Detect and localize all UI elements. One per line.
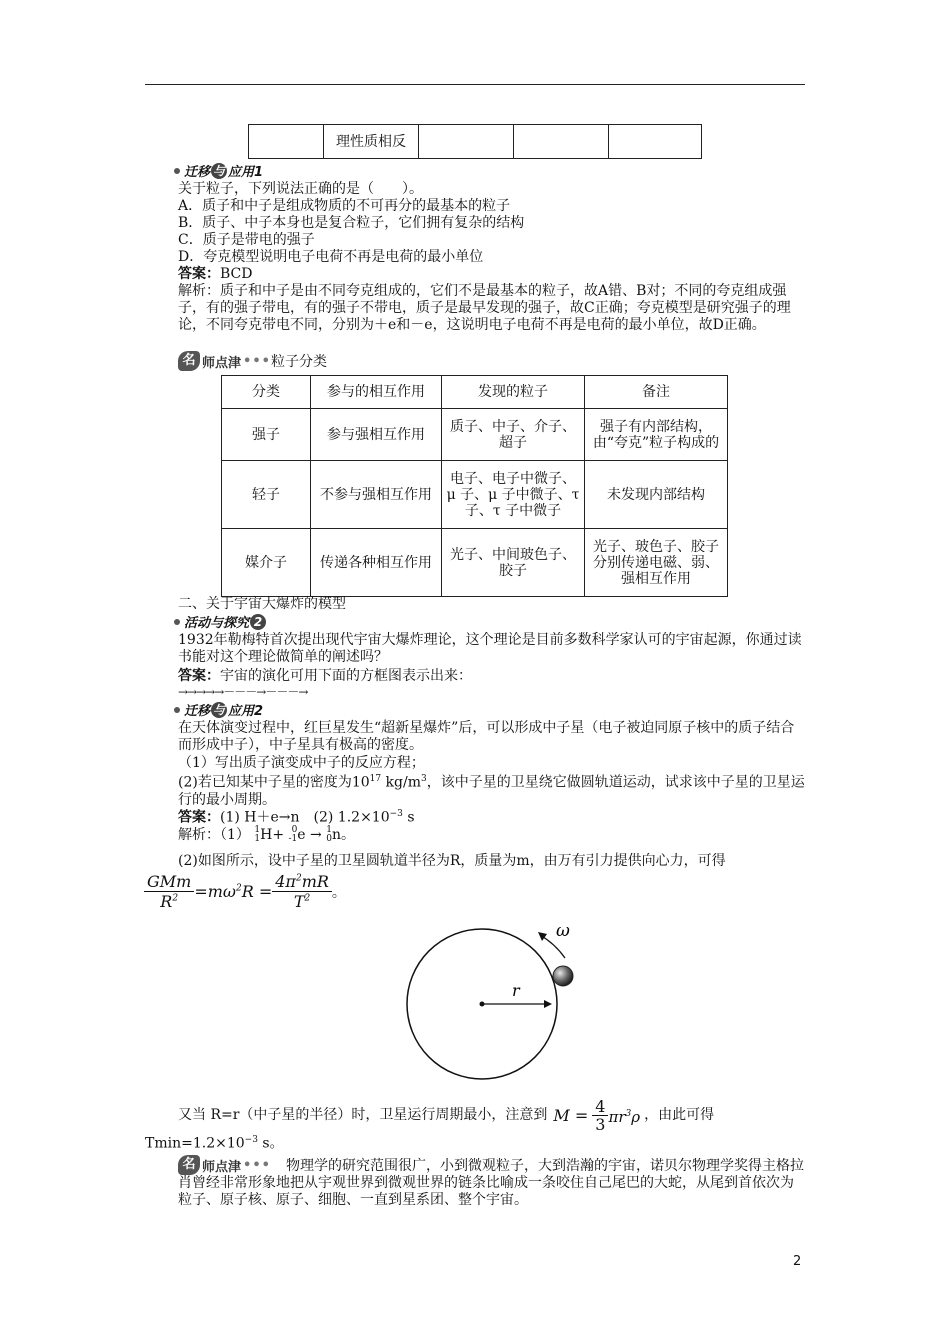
omega-label: ω [556,921,570,941]
table-cell: 媒介子 [222,529,311,597]
analysis-equation [178,826,355,844]
table-cell: 电子、电子中微子、μ 子、μ 子中微子、τ 子、τ 子中微子 [442,461,585,529]
analysis-text: 解析：质子和中子是由不同夸克组成的，它们不是最基本的粒子，故A错、B对；不同的夸克组成强子，有的强子带电，有的强子不带电，质子是最早发现的强子，故C正确；夸克模型是研究强子的理论，不同夸克带电不同，分别为＋e和－e，这说明电子电荷不再是电荷的最小单位，故D正确。 [178,283,791,333]
volume-expression: $\pi r^3\rho$ [608,1107,641,1126]
badge-text: 迁移 [184,704,211,719]
bullet-icon [174,168,180,174]
q2-rest: ，该中子星的卫星绕它做圆轨道运动，试求该中子星的卫星运行的最小周期。 [178,774,805,808]
nuclide-e: e [297,827,306,843]
answer-line-2 [178,806,415,827]
answer-label: 答案： [178,809,220,826]
table-cell: 传递各种相互作用 [311,529,442,597]
nuclide-h: H+ [260,827,285,843]
rotation-arrowhead [538,932,547,941]
table-cell [249,125,324,159]
tip-icon: 名 [178,1155,200,1175]
badge-circle: 2 [250,614,266,630]
satellite-ball [553,966,573,986]
tip-label: 师点津 [202,355,242,371]
table-cell [419,125,514,159]
option-d: D．夸克模型说明电子电荷不再是电荷的最小单位 [178,249,484,265]
text: 又当 R=r（中子星的半径）时，卫星运行周期最小，注意到 [178,1107,548,1123]
section-heading-2: 二、关于宇宙大爆炸的模型 [178,596,346,612]
answer-label: 答案： [178,266,220,282]
tip-text: 物理学的研究范围很广，小到微观粒子，大到浩瀚的宇宙，诺贝尔物理学奖得主格拉肖曾经非常形象地把从宇观世界到微观世界的链条比喻成一条咬住自己尾巴的大蛇，从尾到首依次为粒子、原子核、原子、细胞、一直到星系团、整个宇宙。 [178,1158,804,1208]
radius-arrowhead [544,1000,552,1008]
q2-unit: kg/m [381,774,421,791]
badge-suffix: 应用1 [228,165,264,180]
answer-line [178,266,252,283]
nuclide-n: n [331,827,341,843]
answer-value: (1) H＋e→n (2) 1.2×10 [220,809,390,826]
activity-badge [174,612,267,631]
badge-circle: 与 [213,702,226,717]
table-row [222,461,728,529]
section-badge-1 [174,161,263,180]
question-2 [178,771,806,809]
nuclide-indices: 1 1 [254,825,261,844]
table-row [222,529,728,597]
table-row [222,409,728,461]
table-cell: 不参与强相互作用 [311,461,442,529]
table-cell: 强子 [222,409,311,461]
tmin-unit: s。 [257,1135,284,1152]
activity-answer [178,668,472,685]
nuclide-indices: 1 0 [326,825,332,844]
page-number: 2 [793,1254,802,1269]
option-c: C．质子是带电的强子 [178,232,315,248]
answer-exp: −3 [389,809,403,819]
badge-text: 活动与探究 [184,616,250,631]
tip-label: 师点津 [202,1159,242,1175]
q2-exp: 17 [369,774,382,784]
period: 。 [341,827,355,843]
bullet-icon [174,619,180,625]
table-cell: 强子有内部结构，由“夸克”粒子构成的 [585,409,728,461]
header-rule [145,84,805,85]
fraction: $\frac{\text{GMm}}{R^2}$ [144,872,194,911]
bullet-icon [174,707,180,713]
gravity-formula: $\frac{\text{GMm}}{R^2}$ $=m\omega^2R$ = $\frac{4\pi^2mR}{T^2}$ 。 [144,872,346,911]
orbit-diagram [400,910,600,1100]
table-cell [514,125,609,159]
problem-text: 在天体演变过程中，红巨星发生“超新星爆炸”后，可以形成中子星（电子被迫同原子核中的质子结合而形成中子），中子星具有极高的密度。 [178,720,795,753]
top-table-fragment [248,124,702,159]
analysis-label: 解析：（1） [178,827,250,843]
min-period-line [178,1098,714,1133]
badge-text: 迁移 [184,165,211,180]
nuclide-indices: 0 -1 [288,825,298,844]
reaction-arrow: → [310,827,322,843]
section-badge-2 [174,700,263,719]
q2-part: (2)若已知某中子星的密度为10 [178,774,370,791]
table-cell: 理性质相反 [324,125,419,159]
table-cell: 光子、中间玻色子、胶子 [442,529,585,597]
option-a: A．质子和中子是组成物质的不可再分的最基本的粒子 [178,198,511,214]
fraction: $\frac{4}{3}$ [592,1098,608,1133]
particle-table [221,375,728,597]
answer-value: BCD [220,266,253,282]
tip-icon: 名 [178,351,200,371]
tip-dots: ••• [243,353,271,369]
answer-label: 答案： [178,668,220,684]
tmin-result [145,1132,284,1153]
table-header: 分类 [222,376,311,409]
table-cell: 轻子 [222,461,311,529]
period: 。 [331,884,346,901]
mass-symbol: M = [553,1106,589,1125]
tip-title: 粒子分类 [270,354,327,370]
table-cell: 光子、玻色子、胶子分别传递电磁、弱、强相互作用 [585,529,728,597]
answer-unit: s [402,809,415,826]
table-header: 参与的相互作用 [311,376,442,409]
arrow-chain: →→→→→－－－→－－－→ [178,685,308,699]
table-cell: 质子、中子、介子、超子 [442,409,585,461]
option-b: B．质子、中子本身也是复合粒子，它们拥有复杂的结构 [178,215,525,231]
activity-text: 1932年勒梅特首次提出现代宇宙大爆炸理论，这个理论是目前多数科学家认可的宇宙起源，你通过读书能对这个理论做简单的阐述吗？ [178,632,802,665]
fraction: $\frac{4\pi^2mR}{T^2}$ [272,872,332,911]
radius-label: r [512,981,520,1000]
table-header-row [222,376,728,409]
question-1: （1）写出质子演变成中子的反应方程； [178,755,425,771]
analysis-2: (2)如图所示，设中子星的卫星圆轨道半径为R，质量为m，由万有引力提供向心力，可得 [178,853,726,869]
table-header: 备注 [585,376,728,409]
text: ，由此可得 [644,1107,715,1123]
tip-dots: ••• [243,1157,271,1173]
tmin-value: Tmin=1.2×10 [145,1135,245,1152]
question-text: 关于粒子，下列说法正确的是（ ）。 [178,181,423,197]
tip-badge-1 [178,351,327,371]
table-cell: 参与强相互作用 [311,409,442,461]
table-header: 发现的粒子 [442,376,585,409]
table-cell: 未发现内部结构 [585,461,728,529]
badge-suffix: 应用2 [228,704,264,719]
table-cell [609,125,702,159]
q2-unit-exp: 3 [421,774,427,784]
answer-value: 宇宙的演化可用下面的方框图表示出来： [220,668,472,684]
tmin-exp: −3 [244,1135,258,1145]
badge-circle: 与 [213,163,226,178]
